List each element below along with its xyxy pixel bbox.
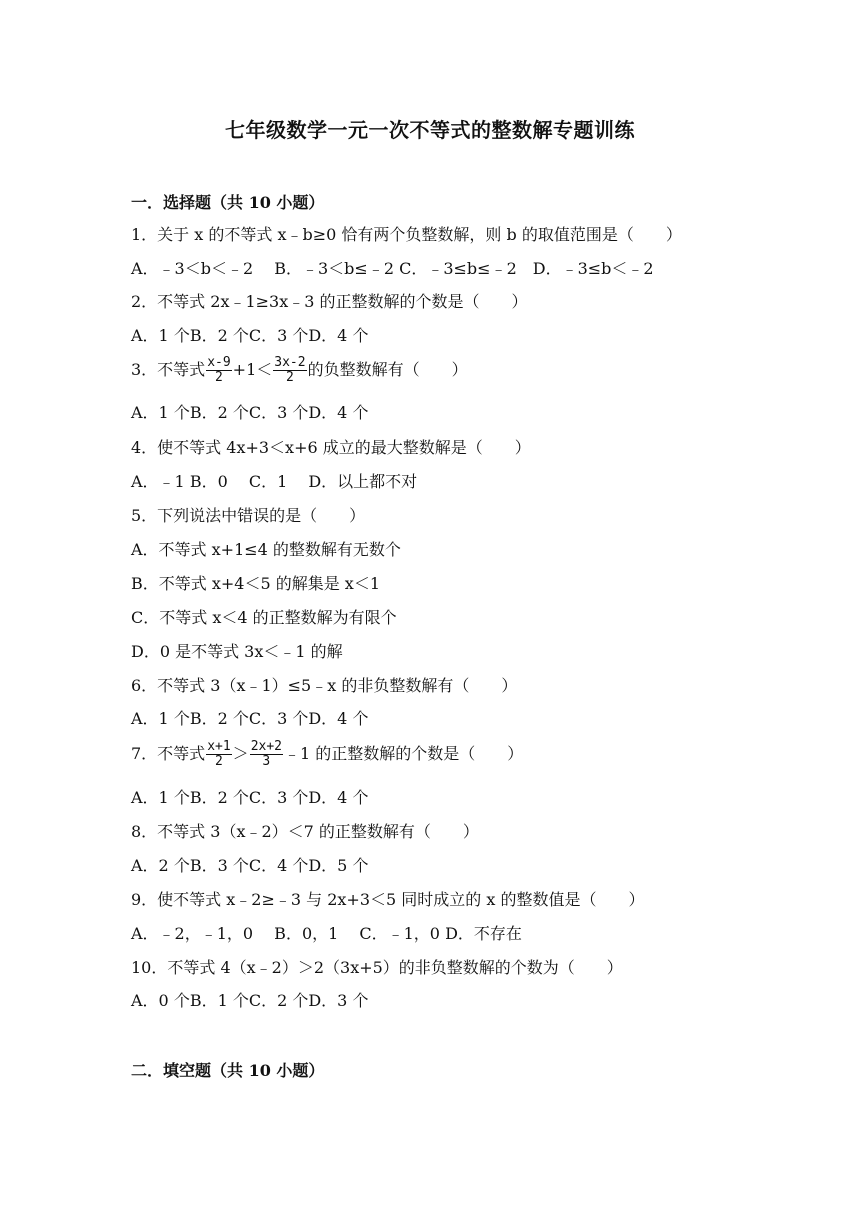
question-6: 6．不等式 3（x﹣1）≤5﹣x 的非负整数解有（ ） bbox=[131, 676, 518, 695]
question-9-options: A．﹣2，﹣1，0 B．0，1 C．﹣1，0 D．不存在 bbox=[131, 924, 522, 943]
question-8: 8．不等式 3（x﹣2）＜7 的正整数解有（ ） bbox=[131, 822, 479, 841]
question-5-option-b: B．不等式 x+4＜5 的解集是 x＜1 bbox=[131, 574, 381, 593]
fraction-denominator: 2 bbox=[286, 370, 294, 385]
fraction-2 bbox=[250, 740, 283, 769]
question-9: 9．使不等式 x﹣2≥﹣3 与 2x+3＜5 同时成立的 x 的整数值是（ ） bbox=[131, 890, 645, 909]
fraction-1 bbox=[206, 740, 231, 769]
question-7-suffix: ﹣1 的正整数解的个数是（ ） bbox=[284, 744, 524, 763]
section-heading-choice: 一．选择题（共 10 小题） bbox=[131, 193, 325, 212]
question-10: 10．不等式 4（x﹣2）＞2（3x+5）的非负整数解的个数为（ ） bbox=[131, 958, 623, 977]
question-3-mid: +1＜ bbox=[232, 360, 273, 379]
question-5-option-d: D．0 是不等式 3x＜﹣1 的解 bbox=[131, 642, 343, 661]
question-6-options: A．1 个B．2 个C．3 个D．4 个 bbox=[131, 709, 369, 728]
fraction-2 bbox=[273, 356, 306, 385]
question-7-prefix: 7．不等式 bbox=[131, 744, 206, 763]
question-3-suffix: 的负整数解有（ ） bbox=[307, 360, 468, 379]
page-title: 七年级数学一元一次不等式的整数解专题训练 bbox=[225, 118, 635, 142]
fraction-denominator: 2 bbox=[215, 754, 223, 769]
question-4: 4．使不等式 4x+3＜x+6 成立的最大整数解是（ ） bbox=[131, 438, 531, 457]
fraction-numerator: 3x-2 bbox=[274, 355, 306, 370]
fraction-numerator: x+1 bbox=[207, 739, 231, 754]
question-5: 5．下列说法中错误的是（ ） bbox=[131, 506, 366, 525]
fraction-numerator: x-9 bbox=[207, 355, 231, 370]
question-5-option-c: C．不等式 x＜4 的正整数解为有限个 bbox=[131, 608, 397, 627]
question-7-mid: ＞ bbox=[232, 744, 249, 763]
question-1-options: A．﹣3＜b＜﹣2 B．﹣3＜b≤﹣2 C．﹣3≤b≤﹣2 D．﹣3≤b＜﹣2 bbox=[131, 259, 654, 278]
question-10-options: A．0 个B．1 个C．2 个D．3 个 bbox=[131, 991, 369, 1010]
question-5-option-a: A．不等式 x+1≤4 的整数解有无数个 bbox=[131, 540, 401, 559]
question-3 bbox=[131, 356, 468, 385]
question-4-options: A．﹣1 B．0 C．1 D．以上都不对 bbox=[131, 472, 418, 491]
question-7-options: A．1 个B．2 个C．3 个D．4 个 bbox=[131, 788, 369, 807]
fraction-1 bbox=[206, 356, 231, 385]
question-8-options: A．2 个B．3 个C．4 个D．5 个 bbox=[131, 856, 369, 875]
fraction-denominator: 3 bbox=[262, 754, 271, 769]
section-heading-fill-blank: 二．填空题（共 10 小题） bbox=[131, 1061, 325, 1080]
question-2-options: A．1 个B．2 个C．3 个D．4 个 bbox=[131, 326, 369, 345]
question-3-prefix: 3．不等式 bbox=[131, 360, 206, 379]
fraction-denominator: 2 bbox=[215, 370, 223, 385]
question-3-options: A．1 个B．2 个C．3 个D．4 个 bbox=[131, 403, 369, 422]
question-2: 2．不等式 2x﹣1≥3x﹣3 的正整数解的个数是（ ） bbox=[131, 292, 528, 311]
fraction-numerator: 2x+2 bbox=[250, 739, 282, 754]
question-1: 1．关于 x 的不等式 x﹣b≥0 恰有两个负整数解，则 b 的取值范围是（ ） bbox=[131, 225, 682, 244]
question-7 bbox=[131, 740, 523, 769]
